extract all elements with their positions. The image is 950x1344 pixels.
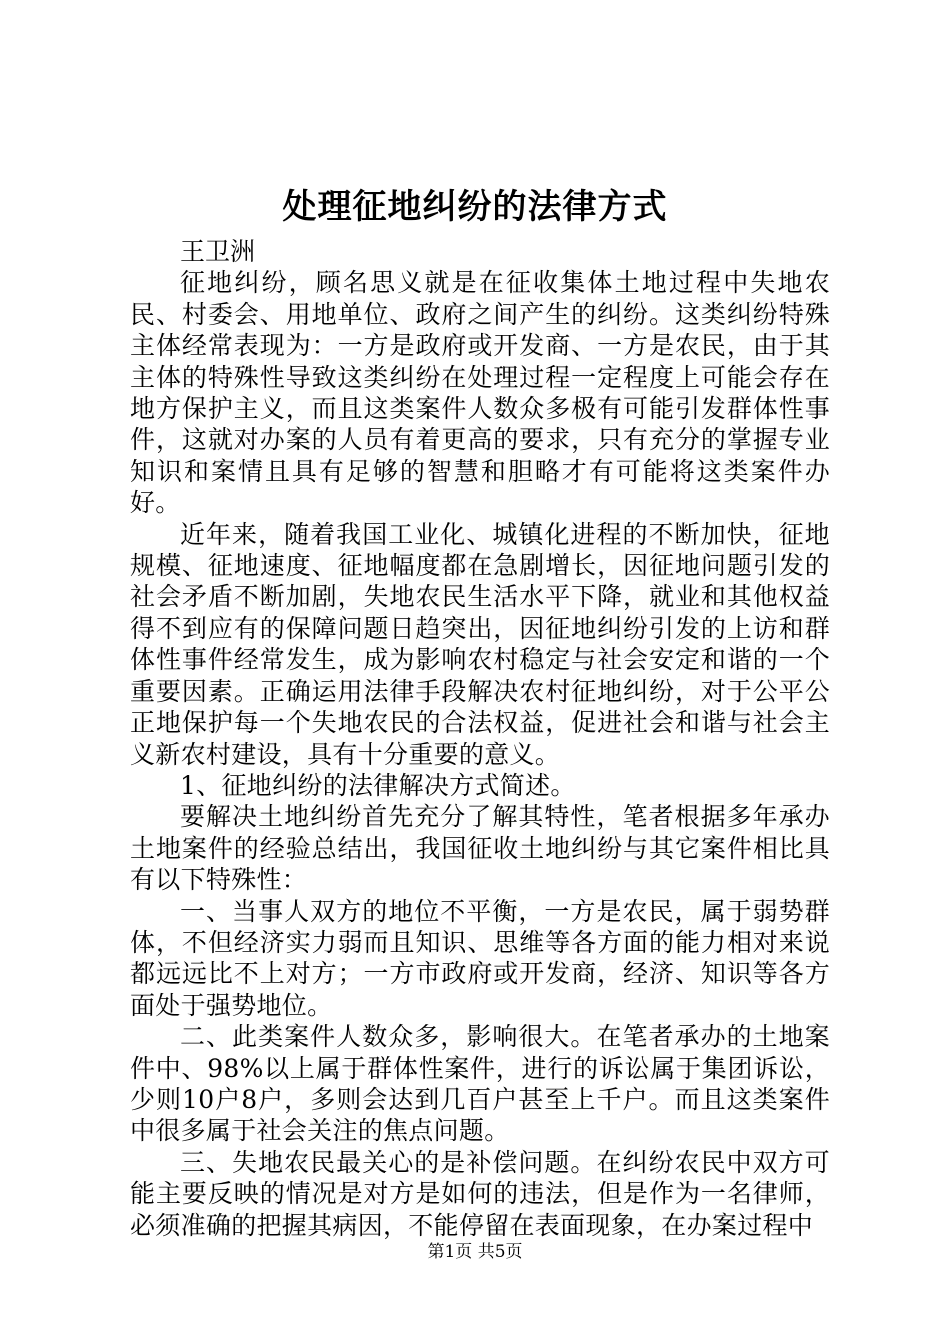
paragraph: 要解决土地纠纷首先充分了解其特性，笔者根据多年承办土地案件的经验总结出，我国征收土地纠纷与其它案件相比具有以下特殊性： bbox=[130, 802, 830, 895]
paragraph: 二、此类案件人数众多，影响很大。在笔者承办的土地案件中、98%以上属于群体性案件，进行的诉讼属于集团诉讼，少则10户8户，多则会达到几百户甚至上千户。而且这类案件中很多属于社会关注的焦点问题。 bbox=[130, 1022, 830, 1146]
paragraph: 近年来，随着我国工业化、城镇化进程的不断加快，征地规模、征地速度、征地幅度都在急剧增长，因征地问题引发的社会矛盾不断加剧，失地农民生活水平下降，就业和其他权益得不到应有的保障问题日趋突出，因征地纠纷引发的上访和群体性事件经常发生，成为影响农村稳定与社会安定和谐的一个重要因素。正确运用法律手段解决农村征地纠纷，对于公平公正地保护每一个失地农民的合法权益，促进社会和谐与社会主义新农村建设，具有十分重要的意义。 bbox=[130, 519, 830, 769]
paragraph: 三、失地农民最关心的是补偿问题。在纠纷农民中双方可能主要反映的情况是对方是如何的违法，但是作为一名律师，必须准确的把握其病因，不能停留在表面现象，在办案过程中 bbox=[130, 1147, 830, 1240]
document-title: 处理征地纠纷的法律方式 bbox=[282, 187, 668, 227]
section-heading: 1、征地纠纷的法律解决方式简述。 bbox=[180, 770, 576, 800]
paragraph: 一、当事人双方的地位不平衡，一方是农民，属于弱势群体，不但经济实力弱而且知识、思维等各方面的能力相对来说都远远比不上对方；一方市政府或开发商，经济、知识等各方面处于强势地位。 bbox=[130, 896, 830, 1020]
document-body bbox=[130, 236, 830, 1241]
page-footer: 第1页 共5页 bbox=[427, 1242, 523, 1262]
paragraph: 征地纠纷，顾名思义就是在征收集体土地过程中失地农民、村委会、用地单位、政府之间产生的纠纷。这类纠纷特殊主体经常表现为：一方是政府或开发商、一方是农民，由于其主体的特殊性导致这类纠纷在处理过程一定程度上可能会存在地方保护主义，而且这类案件人数众多极有可能引发群体性事件，这就对办案的人员有着更高的要求，只有充分的掌握专业知识和案情且具有足够的智慧和胆略才有可能将这类案件办好。 bbox=[130, 268, 830, 518]
author-name: 王卫洲 bbox=[180, 237, 256, 266]
